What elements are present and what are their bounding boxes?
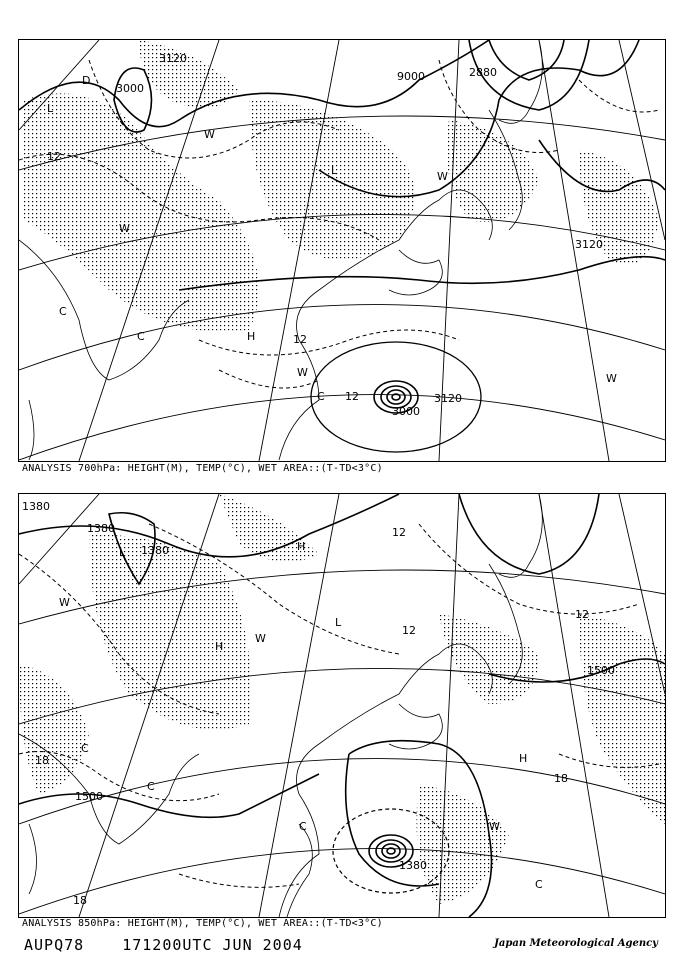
contour-label: 1380 — [399, 859, 427, 872]
contour-label: 12 — [402, 624, 416, 637]
contour-label: 12 — [293, 333, 307, 346]
contour-label: 18 — [554, 772, 568, 785]
pressure-symbol: W — [297, 366, 308, 379]
pressure-symbol: C — [299, 820, 307, 833]
pressure-symbol: H — [215, 640, 224, 653]
contour-label: 3120 — [575, 238, 603, 251]
pressure-symbol: H — [519, 752, 528, 765]
pressure-symbol: H — [297, 540, 306, 553]
contour-label: 3000 — [392, 405, 420, 418]
contour-label: 1380 — [22, 500, 50, 513]
map-850hpa — [18, 493, 666, 918]
pressure-symbol: W — [437, 170, 448, 183]
pressure-symbol: C — [535, 878, 543, 891]
contour-label: 18 — [35, 754, 49, 767]
chart-header — [24, 936, 331, 954]
contour-label: 2880 — [469, 66, 497, 79]
contour-label: 1380 — [141, 544, 169, 557]
pressure-symbol: C — [317, 390, 325, 403]
contour-label: 12 — [575, 608, 589, 621]
contour-label: 1500 — [75, 790, 103, 803]
pressure-symbol: C — [147, 780, 155, 793]
pressure-symbol: W — [59, 596, 70, 609]
pressure-symbol: L — [119, 546, 126, 559]
contour-label: 12 — [47, 150, 61, 163]
pressure-symbol: C — [59, 305, 67, 318]
pressure-symbol: C — [137, 330, 145, 343]
pressure-symbol: H — [247, 330, 256, 343]
pressure-symbol: D — [82, 74, 91, 87]
contour-label: 18 — [73, 894, 87, 907]
contour-label: 9000 — [397, 70, 425, 83]
pressure-symbol: L — [47, 102, 54, 115]
pressure-symbol: C — [81, 742, 89, 755]
map-700hpa-canvas — [19, 40, 665, 461]
pressure-symbol: L — [335, 616, 342, 629]
contour-label: 1380 — [87, 522, 115, 535]
chart-code: AUPQ78 — [24, 936, 85, 954]
pressure-symbol: W — [489, 820, 500, 833]
pressure-symbol: W — [255, 632, 266, 645]
chart-time: 171200UTC JUN 2004 — [122, 936, 303, 954]
caption-700hpa: ANALYSIS 700hPa: HEIGHT(M), TEMP(°C), WET AREA::(T-TD<3°C) — [22, 463, 383, 474]
map-850hpa-canvas — [19, 494, 665, 917]
pressure-symbol: W — [119, 222, 130, 235]
contour-label: 1500 — [587, 664, 615, 677]
caption-850hpa: ANALYSIS 850hPa: HEIGHT(M), TEMP(°C), WET AREA::(T-TD<3°C) — [22, 918, 383, 929]
map-700hpa — [18, 39, 666, 462]
contour-label: 12 — [392, 526, 406, 539]
contour-label: 3120 — [434, 392, 462, 405]
pressure-symbol: W — [606, 372, 617, 385]
contour-label: 3000 — [116, 82, 144, 95]
pressure-symbol: L — [331, 164, 338, 177]
pressure-symbol: W — [204, 128, 215, 141]
contour-label: 12 — [345, 390, 359, 403]
agency-name: Japan Meteorological Agency — [494, 938, 658, 949]
contour-label: 3120 — [159, 52, 187, 65]
